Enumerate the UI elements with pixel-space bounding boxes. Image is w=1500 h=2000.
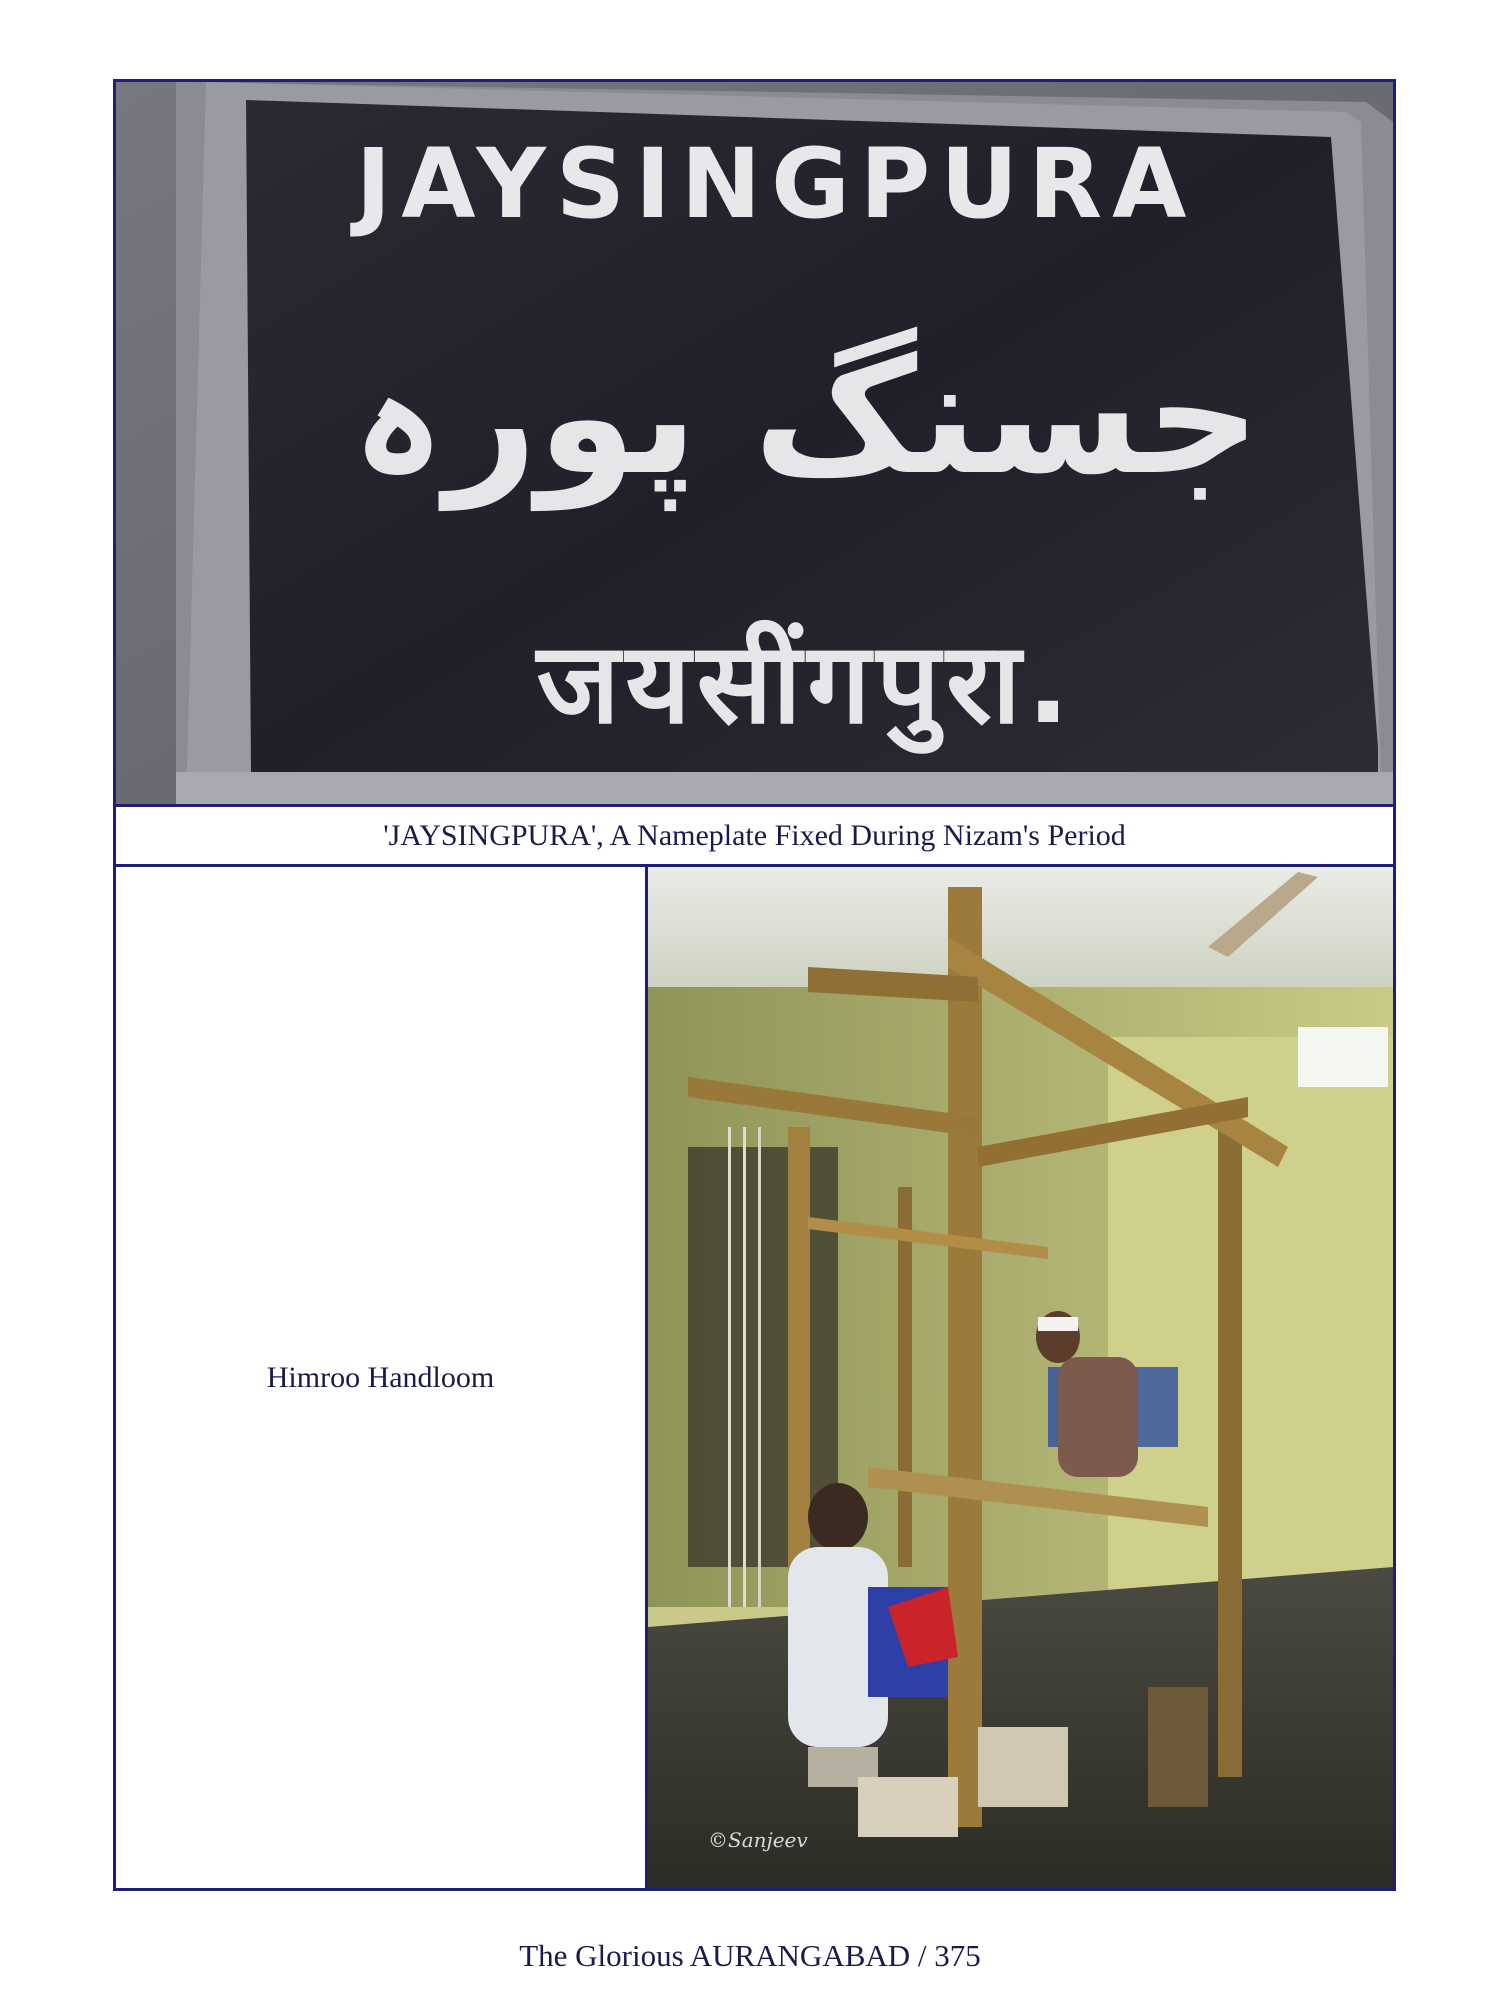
nameplate-caption [116,804,1393,867]
sign-text-latin: JAYSINGPURA [355,128,1197,240]
page-footer [0,1938,1500,1974]
nameplate-photo [116,82,1393,804]
sign-text-devanagari: जयसींगपुरा. [536,619,1076,749]
loom-caption-cell [116,867,648,1888]
loom-caption-text: Himroo Handloom [266,1360,495,1394]
handloom-photo [648,867,1393,1888]
nameplate-caption-text: 'JAYSINGPURA', A Nameplate Fixed During Nizam's Period [383,818,1126,852]
page-number-label: The Glorious AURANGABAD / 375 [519,1938,981,1973]
photographer-signature: ©Sanjeev [708,1828,808,1852]
sign-text-urdu: جسنگ پورہ [351,323,1261,510]
page-frame [113,79,1396,1891]
